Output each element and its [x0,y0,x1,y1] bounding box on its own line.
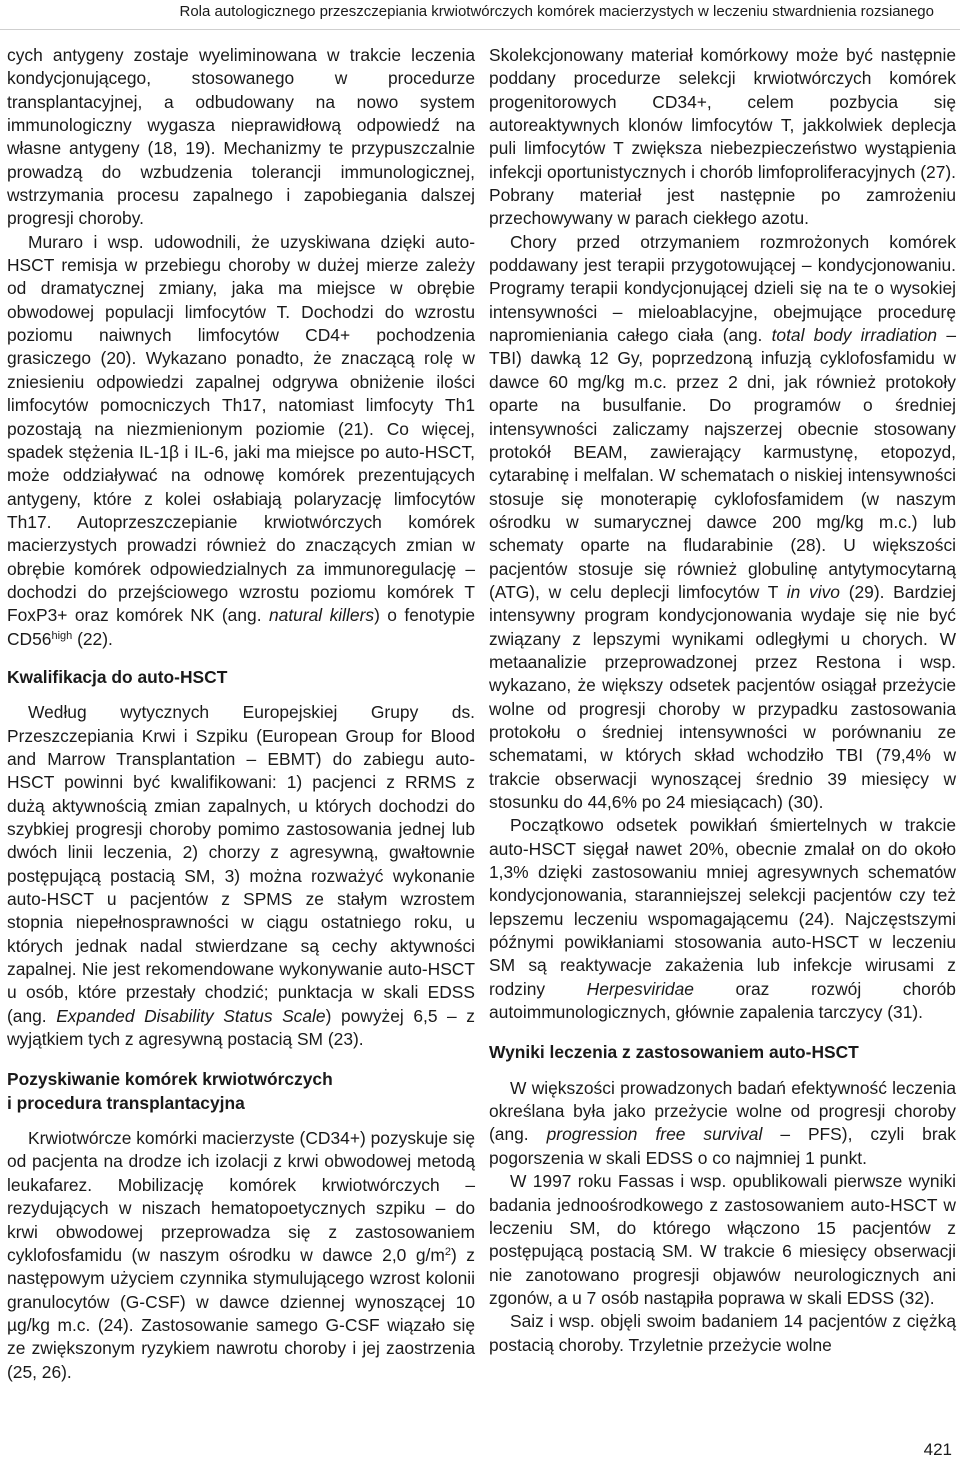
running-header [0,0,960,30]
paragraph: Według wytycznych Europejskiej Grupy ds. Przeszczepiania Krwi i Szpiku (European Group for Blood and Marrow Transplantation – EBMT) do zabiegu auto-HSCT powinni być kwalifikowani: 1) pacjenci z RRMS z dużą aktywnością zmian zapalnych, u których dochodzi do szybkiej progresji choroby pomimo zastosowania jednej lub dwóch linii leczenia, 2) chorzy z agresywną, gwałtownie postępującą postacią SM, 3) można rozważyć wykonanie auto-HSCT u pacjentów z SPMS ze stałym wzrostem stopnia niepełnosprawności w ciągu ostatniego roku, u których jednak nadal stwierdzane są cechy aktywności zapalnej. Nie jest rekomendowane wykonywanie auto-HSCT u osób, które przestały chodzić; punktacja w skali EDSS (ang. Expanded Disability Status Scale) powyżej 6,5 – z wyjątkiem tych z agresywną postacią SM (23). [7,702,475,1050]
paragraph: W 1997 roku Fassas i wsp. opublikowali pierwsze wyniki badania jednoośrodkowego z zastosowaniem auto-HSCT w leczeniu SM, do którego włączono 15 pacjentów z postępującą postacią SM. W trakcie 6 miesięcy obserwacji nie zanotowano progresji objawów neurologicznych ani zgonów, a u 7 osób nastąpiła poprawa w skali EDSS (32). [489,1171,956,1308]
page-number: 421 [923,1440,952,1459]
paragraph: Chory przed otrzymaniem rozmrożonych komórek poddawany jest terapii przygotowującej – kondycjonowaniu. Programy terapii kondycjonującej dzieli się na te o wysokiej intensywności – mieloablacyjne, obejmujące procedurę napromieniania całego ciała (ang. total body irradiation – TBI) dawką 12 Gy, poprzedzoną infuzją cyklofosfamidu w dawce 60 mg/kg m.c. przez 2 dni, jak również protokoły oparte na busulfanie. Do programów o średniej intensywności zaliczamy najszerzej obecnie stosowany protokół BEAM, zawierający karmustynę, etopozyd, cytarabinę i melfalan. W schematach o niskiej intensywności stosuje się monoterapię cyklofosfamidem (w naszym ośrodku w sumarycznej dawce 200 mg/kg m.c.) lub schematy oparte na fludarabinie (28). U większości pacjentów stosuje się również globulinę antytymocytarną (ATG), w celu deplecji limfocytów T in vivo (29). Bardziej intensywny program kondycjonowania wydaje się nie być związany z lepszymi wynikami odległymi u chorych. W metaanalizie przeprowadzonej przez Restona i wsp. wykazano, że większy odsetek pacjentów osiągał przeżycie wolne od progresji choroby w przypadku zastosowania protokołu o średniej intensywności w porównaniu ze schematami, w których skład wchodziło TBI (79,4% w trakcie obserwacji wynoszącej średnio 39 miesięcy w stosunku do 44,6% po 24 miesiącach) (30). [489,231,957,812]
right-column [489,44,956,1357]
paragraph: Początkowo odsetek powikłań śmiertelnych w trakcie auto-HSCT sięgał nawet 20%, obecnie zmalał on do około 1,3% dzięki zastosowaniu mniej agresywnych schematów kondycjonowania, staranniejszej selekcji pacjentów czy też lepszemu leczeniu wspomagającemu (24). Najczęstszymi późnymi powikłaniami stosowania auto-HSCT w leczeniu SM są reaktywacje zakażenia lub infekcje wirusami z rodziny Herpesviridae oraz rozwój chorób autoimmunologicznych, głównie zapalenia tarczycy (31). [489,815,956,1023]
paragraph: Muraro i wsp. udowodnili, że uzyskiwana dzięki auto-HSCT remisja w przebiegu choroby w dużej mierze zależy od dramatycznej zmiany, jaka ma miejsce w obrębie obwodowej populacji limfocytów T. Dochodzi do wzrostu poziomu naiwnych limfocytów CD4+ pochodzenia grasiczego (20). Wykazano ponadto, że znaczącą rolę w zniesieniu odpowiedzi zapalnej odgrywa obniżenie ilości limfocytów pomocniczych Th17, natomiast limfocyty Th1 pozostają na niezmienionym poziomie (21). Co więcej, spadek stężenia IL-1β i IL-6, jaki ma miejsce po auto-HSCT, może oddziaływać na odnowę komórek prezentujących antygeny, które z kolei osłabiają polaryzację limfocytów Th17. Autoprzeszczepianie krwiotwórczych komórek macierzystych prowadzi również do znaczących zmian w obrębie komórek odpowiedzialnych za immunoregulację – dochodzi do przejściowego wzrostu poziomu komórek T FoxP3+ oraz komórek NK (ang. natural killers) o fenotypie $CD56^{high}$ (22). [7,231,476,649]
section-heading: Kwalifikacja do auto-HSCT [7,666,228,687]
paragraph: Skolekcjonowany materiał komórkowy może być następnie poddany procedurze selekcji krwiotwórczych komórek progenitorowych CD34+, celem pozbycia się autoreaktywnych klonów limfocytów T, jakkolwiek deplecja puli limfocytów T zwiększa niebezpieczeństwo wystąpienia infekcji oportunistycznych i chorób limfoproliferacyjnych (27). Pobrany materiał jest następnie po zamrożeniu przechowywany w parach ciekłego azotu. [489,45,956,229]
section-heading: Wyniki leczenia z zastosowaniem auto-HSCT [489,1042,859,1063]
paragraph: Krwiotwórcze komórki macierzyste (CD34+) pozyskuje się od pacjenta na drodze ich izolacji z krwi obwodowej metodą leukafarez. Mobilizację komórek krwiotwórczych – rezydujących w niszach hematopoetycznych szpiku – do krwi obwodowej przeprowadza się z zastosowaniem cyklofosfamidu (w naszym ośrodku w dawce 2,0 $g/m^2$) z następowym użyciem czynnika stymulującego wzrost kolonii granulocytów (G-CSF) w dawce dziennej wynoszącej 10 µg/kg m.c. (24). Zastosowanie samego G-CSF wiązało się ze zwiększonym ryzykiem nawrotu choroby i jej zaostrzenia (25, 26). [7,1128,475,1382]
running-title: Rola autologicznego przeszczepiania krwiotwórczych komórek macierzystych w leczeniu stwardnienia rozsianego [179,3,934,20]
left-column [7,44,475,1384]
paragraph: Saiz i wsp. objęli swoim badaniem 14 pacjentów z ciężką postacią choroby. Trzyletnie przeżycie wolne [489,1311,956,1355]
paragraph: cych antygeny zostaje wyeliminowana w trakcie leczenia kondycjonującego, stosowanego w procedurze transplantacyjnej, a odbudowany na nowo system immunologiczny wygasza nieprawidłową odpowiedź na własne antygeny (18, 19). Mechanizmy te przypuszczalnie prowadzą do wzbudzenia tolerancji immunologicznej, wstrzymania procesu zapalnego i zapobiegania dalszej progresji choroby. [7,45,475,229]
section-heading: Pozyskiwanie komórek krwiotwórczych i procedura transplantacyjna [7,1069,333,1113]
paragraph: W większości prowadzonych badań efektywność leczenia określana była jako przeżycie wolne od progresji choroby (ang. progression free survival – PFS), czyli brak pogorszenia w skali EDSS o co najmniej 1 punkt. [489,1077,956,1168]
